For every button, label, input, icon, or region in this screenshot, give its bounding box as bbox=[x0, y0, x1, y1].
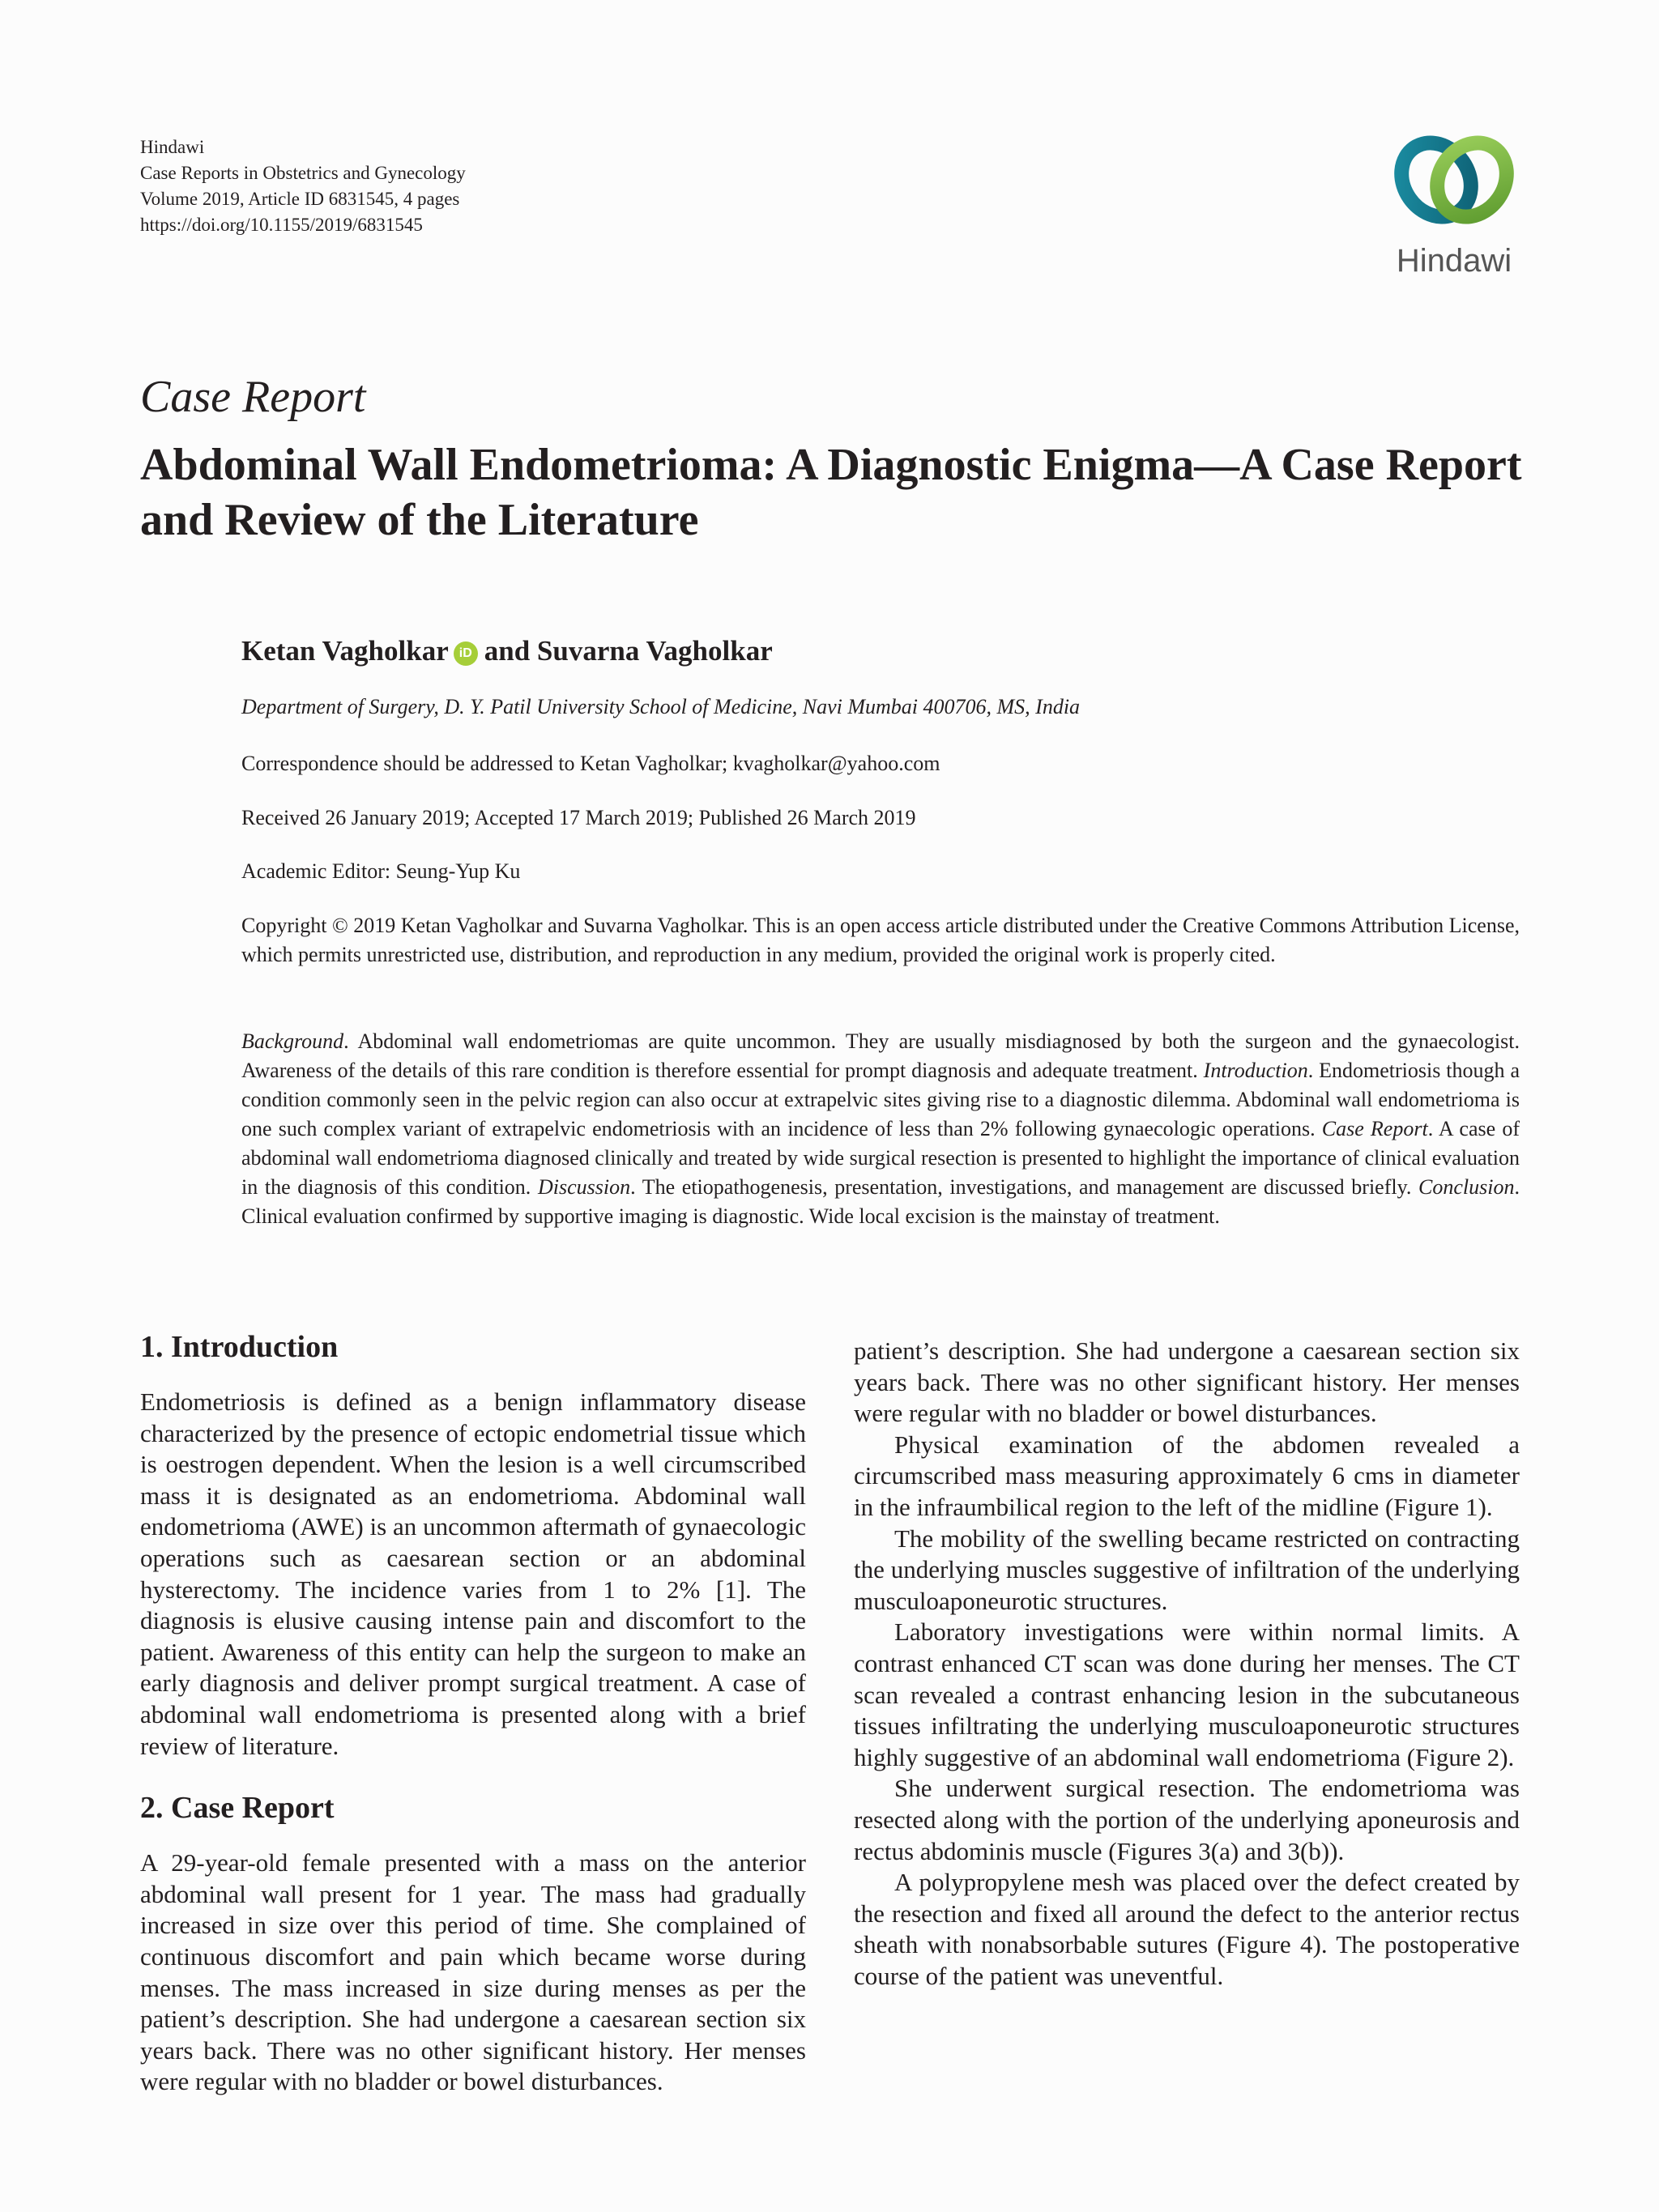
abstract bbox=[241, 1027, 1520, 1231]
case-paragraph-1-continued: patient’s description. She had undergone a caesarean section six years back. There was no other significant history. Her menses were regular with no bladder or bowel disturbances. bbox=[854, 1336, 1520, 1428]
author-1[interactable]: Ketan Vagholkar bbox=[241, 635, 449, 667]
article-type: Case Report bbox=[140, 372, 366, 422]
journal-metadata bbox=[140, 134, 466, 238]
abstract-introduction: . Endometriosis though a condition commonly seen in the pelvic region can also occur at extrapelvic sites giving rise to a diagnostic dilemma. Abdominal wall endometrioma is one such complex variant of extrapelvic endometriosis with an incidence of less than 2% following gynaecologic operations. bbox=[241, 1059, 1520, 1140]
abstract-conclusion: . Clinical evaluation confirmed by supportive imaging is diagnostic. Wide local excision is the mainstay of treatment. bbox=[241, 1175, 1520, 1228]
case-paragraph-6: A polypropylene mesh was placed over the defect created by the resection and fixed all around the defect to the anterior rectus sheath with nonabsorbable sutures (Figure 4). The postoperative course of the patient was uneventful. bbox=[854, 1868, 1520, 1990]
volume-info: Volume 2019, Article ID 6831545, 4 pages bbox=[140, 189, 460, 209]
case-paragraph-3: The mobility of the swelling became restricted on contracting the underlying muscles suggestive of infiltration of the underlying musculoaponeurotic structures. bbox=[854, 1524, 1520, 1615]
abstract-discussion: . The etiopathogenesis, presentation, investigations, and management are discussed briefly. bbox=[630, 1175, 1419, 1199]
introduction-paragraph: Endometriosis is defined as a benign inflammatory disease characterized by the presence of ectopic endometrial tissue which is oestrogen dependent. When the lesion is a well circumscribed mass it is designated as an endometrioma. Abdominal wall endometrioma (AWE) is an uncommon aftermath of gynaecologic operations such as caesarean section or an abdominal hysterectomy. The incidence varies from 1 to 2% [1]. The diagnosis is elusive causing intense pain and discomfort to the patient. Awareness of this entity can help the surgeon to make an early diagnosis and deliver prompt surgical treatment. A case of abdominal wall endometrioma is presented along with a brief review of literature. bbox=[140, 1387, 806, 1760]
section-heading-case-report: 2. Case Report bbox=[140, 1791, 335, 1826]
case-paragraph-1: A 29-year-old female presented with a mass on the anterior abdominal wall present for 1 year. The mass had gradually increased in size over this period of time. She complained of continuous discomfort and pain which became worse during menses. The mass increased in size during menses as per the patient’s description. She had undergone a caesarean section six years back. There was no other significant history. Her menses were regular with no bladder or bowel disturbances. bbox=[140, 1848, 806, 2096]
publication-dates: Received 26 January 2019; Accepted 17 March 2019; Published 26 March 2019 bbox=[241, 806, 916, 829]
abstract-label-discussion: Discussion bbox=[537, 1175, 631, 1199]
orcid-icon[interactable]: iD bbox=[454, 641, 478, 666]
abstract-case: . A case of abdominal wall endometrioma diagnosed clinically and treated by wide surgical resection is presented to highlight the importance of clinical evaluation in the diagnosis of this condition. bbox=[241, 1117, 1520, 1199]
publisher-name: Hindawi bbox=[140, 137, 205, 157]
author-2[interactable]: and Suvarna Vagholkar bbox=[484, 635, 773, 667]
doi-link[interactable]: https://doi.org/10.1155/2019/6831545 bbox=[140, 215, 423, 235]
correspondence: Correspondence should be addressed to Ketan Vagholkar; kvagholkar@yahoo.com bbox=[241, 752, 940, 775]
abstract-label-background: Background bbox=[241, 1029, 344, 1053]
abstract-label-conclusion: Conclusion bbox=[1418, 1175, 1515, 1199]
author-list bbox=[241, 632, 773, 671]
academic-editor: Academic Editor: Seung-Yup Ku bbox=[241, 859, 521, 883]
section-heading-introduction: 1. Introduction bbox=[140, 1330, 339, 1364]
copyright-notice: Copyright © 2019 Ketan Vagholkar and Suvarna Vagholkar. This is an open access article distributed under the Creative Commons Attribution License, which permits unrestricted use, distribution, and reproduction in any medium, provided the original work is properly cited. bbox=[241, 914, 1520, 966]
case-paragraph-2: Physical examination of the abdomen revealed a circumscribed mass measuring approximately 6 cms in diameter in the infraumbilical region to the left of the midline (Figure 1). bbox=[854, 1430, 1520, 1521]
journal-name: Case Reports in Obstetrics and Gynecology bbox=[140, 163, 466, 183]
case-paragraph-4: Laboratory investigations were within normal limits. A contrast enhanced CT scan was done during her menses. The CT scan revealed a contrast enhancing lesion in the subcutaneous tissues infiltrating the underlying musculoaponeurotic structures highly suggestive of an abdominal wall endometrioma (Figure 2). bbox=[854, 1617, 1520, 1771]
right-column bbox=[854, 1336, 1520, 1992]
left-column bbox=[140, 1328, 806, 2096]
abstract-label-case: Case Report bbox=[1321, 1117, 1428, 1140]
case-paragraph-5: She underwent surgical resection. The endometrioma was resected along with the portion of the underlying aponeurosis and rectus abdominis muscle (Figures 3(a) and 3(b)). bbox=[854, 1774, 1520, 1865]
affiliation: Department of Surgery, D. Y. Patil University School of Medicine, Navi Mumbai 400706, MS, India bbox=[241, 695, 1081, 718]
logo-wordmark: Hindawi bbox=[1396, 243, 1512, 279]
abstract-label-introduction: Introduction bbox=[1203, 1059, 1308, 1082]
article-title: Abdominal Wall Endometrioma: A Diagnostic Enigma—A Case Report and Review of the Literature bbox=[140, 440, 1522, 545]
abstract-background: . Abdominal wall endometriomas are quite uncommon. They are usually misdiagnosed by both the surgeon and the gynaecologist. Awareness of the details of this rare condition is therefore essential for prompt diagnosis and adequate treatment. bbox=[241, 1029, 1520, 1082]
